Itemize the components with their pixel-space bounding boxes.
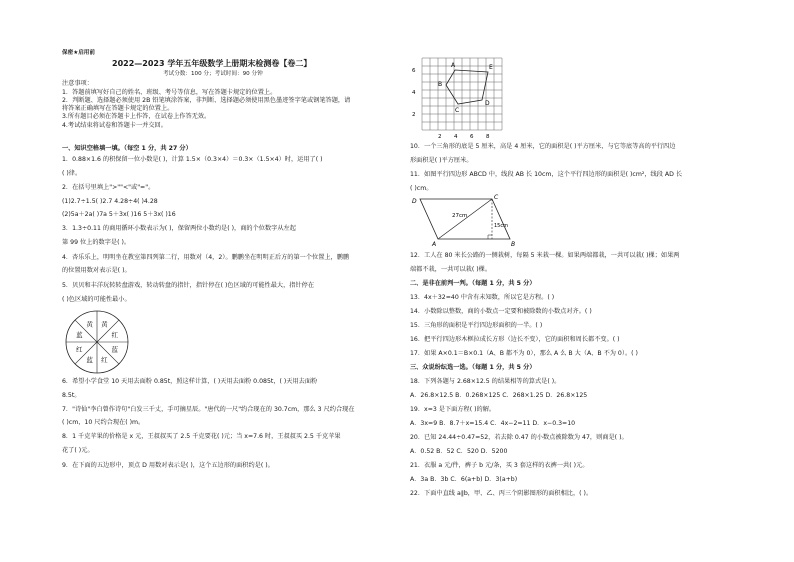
question-line: 18．下列各题与 2.68×12.5 的结果相等的算式是( )。 — [410, 378, 561, 385]
note-line: 3.所有题目必须在答题卡上作答，在试卷上作答无效。 — [62, 113, 211, 120]
question-line: 10．一个三角形的底是 5 厘米，高是 4 厘米，它的面积是( )平方厘米，与它等底等高的平行四边 — [410, 143, 676, 150]
vertex-label-d: D — [412, 198, 417, 205]
question-line: 的位置用数对表示是( )。 — [62, 267, 131, 274]
right-column — [400, 0, 794, 562]
option-line: A．0.52 B．52 C．520 D．5200 — [410, 448, 508, 455]
option-line: A．3a B．3b C．6(a+b) D．3(a+b) — [410, 476, 518, 483]
parallelogram-figure — [410, 193, 522, 247]
x-tick-label: 2 — [438, 134, 442, 140]
question-line: 14．小数除以整数，商的小数点一定要和被除数的小数点对齐。( ) — [410, 308, 592, 315]
question-line: 1．0.88×1.6 的积保留一位小数是( )，计算 1.5×（0.3×4）＝0.3×（1.5×4）时，运用了( ) — [62, 156, 323, 163]
secret-label: 保密★启用前 — [62, 50, 95, 56]
question-line: 9．在下面的五边形中，顶点 D 用数对表示是( )，这个五边形的面积约是( )。 — [62, 462, 274, 469]
question-line: ( )cm。 — [410, 185, 433, 192]
vertex-label-b: B — [511, 241, 516, 247]
question-line: 15．三角形的面积是平行四边形面积的一半。( ) — [410, 322, 543, 329]
question-line: 花了( )元。 — [62, 447, 94, 454]
spinner-sector-label: 红 — [75, 345, 83, 354]
question-line: 2．在括号里填上">""<"或"="。 — [62, 184, 155, 191]
grid-pentagon-figure — [410, 56, 510, 142]
y-tick-label: 4 — [412, 90, 416, 96]
point-label-a: A — [451, 62, 456, 69]
question-line: 8．1 千克苹果的价格是 x 元，王叔叔买了 2.5 千克要花( )元；当 x=7.6 时，王叔叔买 2.5 千克苹果 — [62, 433, 341, 440]
question-line: 3．1.3÷0.11 的商用循环小数表示为( )，保留两位小数约是( )，商的个位数字从左起 — [62, 225, 296, 232]
question-line: 端都不栽，一共可以栽( )棵。 — [410, 266, 492, 273]
question-line: ( )cm，10 尺约合现在( )m。 — [62, 419, 145, 426]
section-heading: 一、知识空格填一填。（每空 1 分，共 27 分） — [62, 145, 192, 152]
note-line: 将答案正确填写在答题卡规定的位置上。 — [62, 105, 174, 112]
x-tick-label: 6 — [470, 134, 474, 140]
option-line: A．26.8×12.5 B．0.268×125 C．268×1.25 D．26.8×125 — [410, 392, 588, 399]
question-line: 12．工人在 80 米长公路的一侧栽树，每隔 5 米栽一棵。如果两端都栽，一共可以栽( )棵；如果两 — [410, 252, 680, 259]
spinner-sector-label: 蓝 — [86, 355, 93, 364]
vertex-label-c: C — [494, 194, 499, 201]
question-line: 8.5t。 — [62, 392, 81, 399]
question-line: 13．4x＋32=40 中含有未知数，所以它是方程。( ) — [410, 294, 555, 301]
vertex-label-a: A — [432, 241, 437, 247]
page-subtitle: 考试分数：100 分；考试时间：90 分钟 — [163, 71, 263, 77]
question-line: 4．杏乐乐上，明明坐在教室第四列第二行，用数对（4，2）。鹏鹏坐在明明正后方的第一个位置上，鹏鹏 — [62, 254, 350, 261]
point-label-b: B — [438, 81, 443, 88]
note-line: 2．判断题、选择题必须使用 2B 铅笔填涂答案，非判断、选择题必须使用黑色墨迹签字笔或钢笔答题，请 — [62, 97, 351, 104]
page-title: 2022—2023 学年五年级数学上册期末检测卷【卷二】 — [112, 59, 312, 68]
diagonal-line — [438, 199, 492, 239]
height-label: 15cm — [494, 223, 508, 229]
question-line: 22．下面中直线 a∥b，甲、乙、丙三个阴影图形的面积相比，( )。 — [410, 490, 593, 497]
question-line: (1)2.7÷1.5( )2.7 4.28÷4( )4.28 — [62, 198, 158, 205]
question-line: 11．如图平行四边形 ABCD 中，线段 AB 长 10cm，这个平行四边形的面积是( )cm²，线段 AD 长 — [410, 171, 683, 178]
question-line: 21．衣服 a 元/件，裤子 b 元/条，买 3 套这样的衣裤一共( )元。 — [410, 462, 589, 469]
question-line: (2)5a＋2a( )7a 5＋3x( )16 5＋3x( )16 — [62, 211, 176, 218]
question-line: 17．如果 A×0.1＝B×0.1（A、B 都不为 0），那么 A 么 B 大（A、B 不为 0）。( ) — [410, 350, 638, 357]
spinner-sector-label: 蓝 — [75, 330, 83, 339]
y-tick-label: 2 — [412, 112, 416, 118]
question-line: 5．贝贝和丰洋玩转转盘游戏，转动转盘的指针，指针停在( )色区域的可能性最大，指针停在 — [62, 282, 315, 289]
question-line: 16．把平行四边形木框拉成长方形（边长不变），它的面积和周长都不变。( ) — [410, 336, 620, 343]
question-line: ( )律。 — [62, 170, 82, 177]
notes-heading: 注意事项： — [62, 80, 93, 87]
x-tick-label: 4 — [454, 134, 458, 140]
question-line: 6．希望小学食堂 10 天用去面粉 0.85t，照这样计算，( )天用去面粉 0.085t，( )天用去面粉 — [62, 378, 318, 385]
section-heading: 三、众说纷纭选一选。（每题 1 分，共 5 分） — [410, 364, 536, 371]
spinner-sector-label: 红 — [101, 355, 108, 364]
question-line: ( )色区域的可能性最小。 — [62, 296, 131, 303]
spinner-sector-label: 黄 — [86, 320, 93, 329]
spinner-figure — [62, 307, 132, 377]
question-line: 第 99 位上的数字是( )。 — [62, 239, 131, 246]
note-line: 1．答题前填写好自己的姓名、班级、考号等信息，写在答题卡规定的位置上。 — [62, 89, 277, 96]
question-line: 20．已知 24.44÷0.47=52，若去除 0.47 的小数点被除数为 47，则商是( )。 — [410, 434, 628, 441]
question-line: 形面积是( )平方厘米。 — [410, 157, 473, 164]
note-line: 4.考试结束将试卷和答题卡一并交回。 — [62, 122, 167, 129]
pentagon-shape — [446, 70, 488, 104]
point-label-e: E — [489, 64, 493, 71]
question-line: 19．x=3 是下面方程( )的解。 — [410, 406, 496, 413]
point-label-c: C — [455, 107, 460, 114]
side-length-label: 27cm — [452, 213, 468, 219]
section-heading: 二、是非在前判一判。（每题 1 分，共 5 分） — [410, 280, 536, 287]
point-label-d: D — [485, 100, 490, 107]
spinner-sector-label: 红 — [111, 330, 119, 339]
spinner-sector-label: 黄 — [101, 320, 108, 329]
spinner-sector-label: 蓝 — [111, 345, 119, 354]
y-tick-label: 6 — [412, 68, 416, 74]
right-angle-mark — [488, 235, 492, 239]
question-line: 7．"诗仙"李白曾作诗句"白发三千丈，手可摘星辰。"唐代的一尺"约合现在的 30.7cm，那么 3 尺约合现在 — [62, 406, 355, 413]
x-tick-label: 8 — [486, 134, 490, 140]
option-line: A．3x=9 B．8.7＋x=15.4 C．4x−2=11 D．x−0.3=10 — [410, 420, 576, 427]
